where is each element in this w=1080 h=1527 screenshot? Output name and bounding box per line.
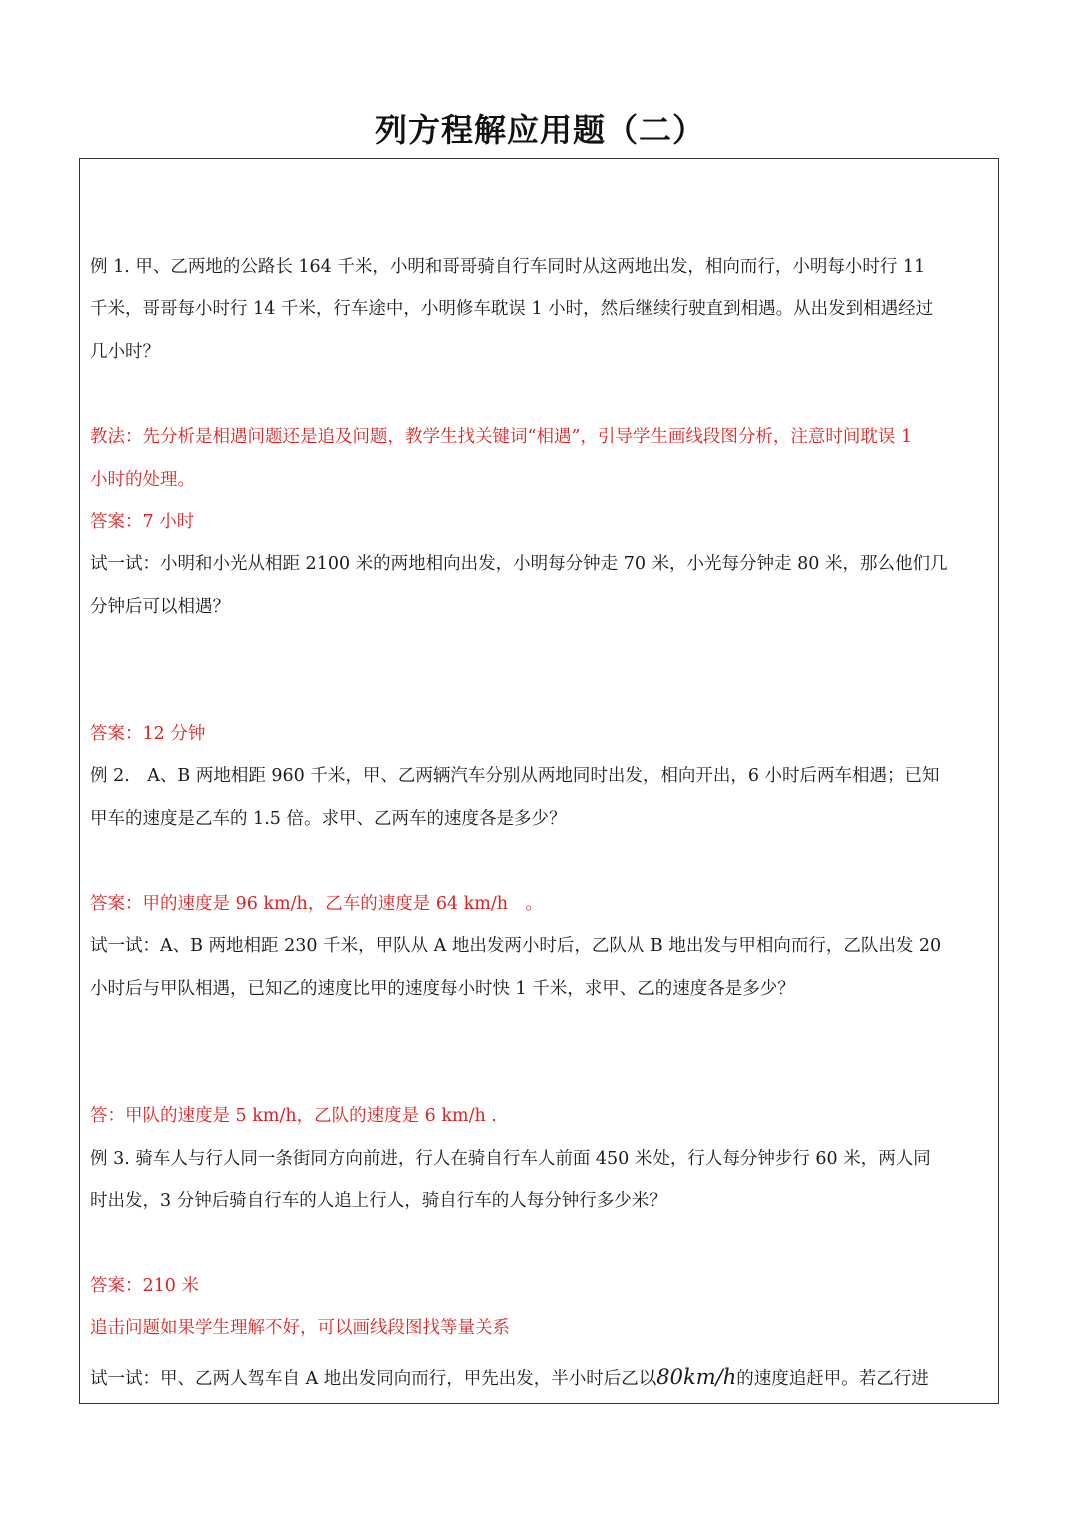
try-3-text-after: 的速度追赶甲。若乙行进 [736, 1369, 929, 1389]
example-1-line-3: 几小时？ [90, 342, 160, 362]
example-3-line-2: 时出发，3 分钟后骑自行车的人追上行人，骑自行车的人每分钟行多少米？ [90, 1191, 667, 1211]
page-title: 列方程解应用题（二） [374, 111, 705, 149]
content-box [79, 158, 999, 1404]
try-3-text-before: 试一试：甲、乙两人驾车自 A 地出发同向而行，甲先出发，半小时后乙以 [90, 1369, 657, 1389]
try-1-line-2: 分钟后可以相遇？ [90, 597, 230, 617]
example-1-line-1: 例 1. 甲、乙两地的公路长 164 千米，小明和哥哥骑自行车同时从这两地出发，相向而行，小明每小时行 11 [90, 257, 926, 277]
speed-formula: 80km/h [656, 1365, 737, 1389]
answer-2: 答案：甲的速度是 96 km/h，乙车的速度是 64 km/h 。 [90, 894, 544, 914]
answer-try-2: 答：甲队的速度是 5 km/h，乙队的速度是 6 km/h . [90, 1106, 497, 1126]
try-1-line-1: 试一试：小明和小光从相距 2100 米的两地相向出发，小明每分钟走 70 米，小光每分钟走 80 米，那么他们几 [90, 554, 948, 574]
example-1-line-2: 千米，哥哥每小时行 14 千米，行车途中，小明修车耽误 1 小时，然后继续行驶直到相遇。从出发到相遇经过 [90, 299, 934, 319]
try-2-line-1: 试一试：A、B 两地相距 230 千米，甲队从 A 地出发两小时后，乙队从 B 地出发与甲相向而行，乙队出发 20 [90, 936, 942, 956]
try-3-line-1 [90, 1364, 929, 1392]
teaching-note-3: 追击问题如果学生理解不好，可以画线段图找等量关系 [90, 1318, 510, 1338]
answer-1: 答案：7 小时 [90, 512, 195, 532]
example-2-line-1: 例 2. A、B 两地相距 960 千米，甲、乙两辆汽车分别从两地同时出发，相向开出，6 小时后两车相遇；已知 [90, 766, 940, 786]
try-2-line-2: 小时后与甲队相遇，已知乙的速度比甲的速度每小时快 1 千米，求甲、乙的速度各是多少？ [90, 979, 795, 999]
example-3-line-1: 例 3. 骑车人与行人同一条街同方向前进，行人在骑自行车人前面 450 米处，行人每分钟步行 60 米，两人同 [90, 1149, 931, 1169]
example-2-line-2: 甲车的速度是乙车的 1.5 倍。求甲、乙两车的速度各是多少？ [90, 809, 567, 829]
teaching-note-line-2: 小时的处理。 [90, 470, 195, 490]
answer-3: 答案：210 米 [90, 1276, 199, 1296]
answer-try-1: 答案：12 分钟 [90, 724, 206, 744]
teaching-note-line-1: 教法：先分析是相遇问题还是追及问题，教学生找关键词“相遇”，引导学生画线段图分析，注意时间耽误 1 [90, 427, 913, 447]
